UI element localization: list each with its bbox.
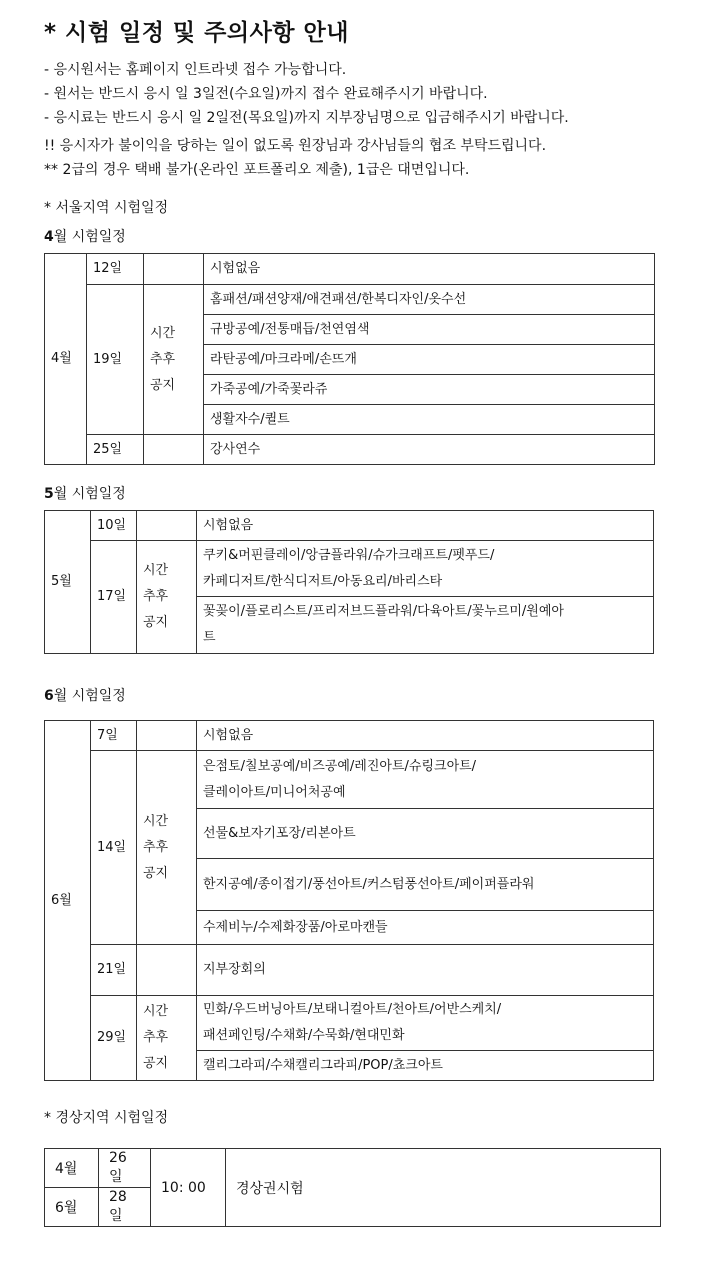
- event-cell: 시험없음: [197, 511, 654, 541]
- event-cell: 민화/우드버닝아트/보태니컬아트/천아트/어반스케치/ 패션페인팅/수채화/수묵화/현대민화: [197, 996, 654, 1051]
- notice-item: - 원서는 반드시 응시 일 3일전(수요일)까지 접수 완료해주시기 바랍니다.: [44, 86, 488, 102]
- month-cell: 6월: [45, 721, 91, 1081]
- event-cell: 은점토/칠보공예/비즈공예/레진아트/슈링크아트/ 클레이아트/미니어처공예: [197, 751, 654, 809]
- event-cell: 홈패션/패션양재/애견패션/한복디자인/옷수선: [204, 285, 655, 315]
- event-cell: 시험없음: [197, 721, 654, 751]
- time-tbd-cell: 시간 추후 공지: [137, 751, 197, 945]
- event-cell: 생활자수/퀼트: [204, 405, 655, 435]
- event-cell: 한지공예/종이접기/풍선아트/커스텀풍선아트/페이퍼플라워: [197, 859, 654, 911]
- event-cell: 강사연수: [204, 435, 655, 465]
- time-tbd-cell: 시간 추후 공지: [137, 996, 197, 1081]
- event-cell: 라탄공예/마크라메/손뜨개: [204, 345, 655, 375]
- notice-item: ** 2급의 경우 택배 불가(온라인 포트폴리오 제출), 1급은 대면입니다.: [44, 162, 470, 178]
- table-row: [45, 254, 655, 285]
- seoul-section-label: * 서울지역 시험일정: [44, 200, 169, 216]
- notice-item: !! 응시자가 불이익을 당하는 일이 없도록 원장님과 강사님들의 협조 부탁드립니다.: [44, 138, 547, 154]
- table-row: [45, 721, 654, 751]
- day-cell: 12일: [87, 254, 144, 285]
- day-cell: 26일: [99, 1149, 151, 1188]
- gyeongsang-section-label: * 경상지역 시험일정: [44, 1110, 169, 1126]
- notice-list: [44, 58, 569, 182]
- day-cell: 10일: [91, 511, 137, 541]
- month-cell: 4월: [45, 1149, 99, 1188]
- day-cell: 28일: [99, 1188, 151, 1227]
- table-row: [45, 945, 654, 996]
- day-cell: 19일: [87, 285, 144, 435]
- june-schedule-table: [44, 720, 654, 1081]
- time-tbd-cell: 시간 추후 공지: [144, 285, 204, 435]
- event-cell: 규방공예/전통매듭/천연염색: [204, 315, 655, 345]
- day-cell: 14일: [91, 751, 137, 945]
- table-row: [45, 541, 654, 597]
- table-row: [45, 511, 654, 541]
- day-cell: 7일: [91, 721, 137, 751]
- page-title: * 시험 일정 및 주의사항 안내: [44, 20, 349, 46]
- event-cell: 꽃꽂이/플로리스트/프리저브드플라워/다육아트/꽃누르미/원예아 트: [197, 597, 654, 654]
- april-schedule-table: [44, 253, 655, 465]
- may-schedule-table: [44, 510, 654, 654]
- month-cell: 6월: [45, 1188, 99, 1227]
- notice-item: - 응시원서는 홈페이지 인트라넷 접수 가능합니다.: [44, 62, 347, 78]
- day-cell: 21일: [91, 945, 137, 996]
- event-cell: 지부장회의: [197, 945, 654, 996]
- may-label: 5월 시험일정: [44, 486, 126, 502]
- event-cell: 경상권시험: [226, 1149, 661, 1227]
- event-cell: 시험없음: [204, 254, 655, 285]
- time-tbd-cell: 시간 추후 공지: [137, 541, 197, 654]
- table-row: [45, 435, 655, 465]
- notice-item: - 응시료는 반드시 응시 일 2일전(목요일)까지 지부장님명으로 입금해주시기 바랍니다.: [44, 110, 569, 126]
- table-row: [45, 751, 654, 809]
- event-cell: 선물&보자기포장/리본아트: [197, 809, 654, 859]
- event-cell: 가죽공예/가죽꽃라쥬: [204, 375, 655, 405]
- month-cell: 4월: [45, 254, 87, 465]
- day-cell: 17일: [91, 541, 137, 654]
- event-cell: 쿠키&머핀클레이/앙금플라워/슈가크래프트/펫푸드/ 카페디저트/한식디저트/아동요리/바리스타: [197, 541, 654, 597]
- event-cell: 캘리그라피/수채캘리그라피/POP/쵸크아트: [197, 1051, 654, 1081]
- gyeongsang-schedule-table: [44, 1148, 661, 1227]
- table-row: [45, 1149, 661, 1188]
- day-cell: 25일: [87, 435, 144, 465]
- table-row: [45, 996, 654, 1051]
- table-row: [45, 285, 655, 315]
- event-cell: 수제비누/수제화장품/아로마캔들: [197, 911, 654, 945]
- time-cell: 10: 00: [151, 1149, 226, 1227]
- day-cell: 29일: [91, 996, 137, 1081]
- month-cell: 5월: [45, 511, 91, 654]
- june-label: 6월 시험일정: [44, 688, 126, 704]
- april-label: 4월 시험일정: [44, 229, 126, 245]
